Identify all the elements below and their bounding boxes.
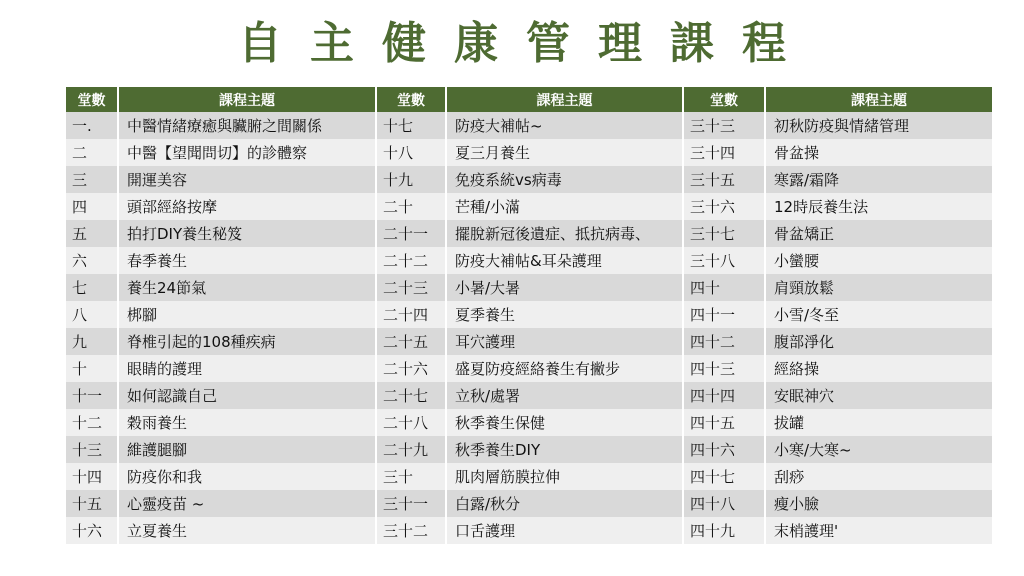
table-row: [66, 139, 992, 166]
column-header-topic: 課程主題: [118, 87, 376, 112]
session-cell: 十四: [66, 463, 118, 490]
topic-cell: 梆腳: [118, 301, 376, 328]
session-cell: 四十一: [683, 301, 765, 328]
session-cell: 四十: [683, 274, 765, 301]
table-body: [66, 112, 992, 544]
topic-cell: 防疫你和我: [118, 463, 376, 490]
session-cell: 四十六: [683, 436, 765, 463]
session-cell: 六: [66, 247, 118, 274]
topic-cell: 小蠻腰: [765, 247, 992, 274]
topic-cell: 芒種/小滿: [446, 193, 683, 220]
session-cell: 三十四: [683, 139, 765, 166]
table-row: [66, 355, 992, 382]
session-cell: 三十二: [376, 517, 446, 544]
column-header-session: 堂數: [66, 87, 118, 112]
topic-cell: 秋季養生保健: [446, 409, 683, 436]
session-cell: 二十二: [376, 247, 446, 274]
topic-cell: 安眠神穴: [765, 382, 992, 409]
topic-cell: 肌肉層筋膜拉伸: [446, 463, 683, 490]
column-header-session: 堂數: [683, 87, 765, 112]
session-cell: 三: [66, 166, 118, 193]
table-row: [66, 112, 992, 139]
topic-cell: 拔罐: [765, 409, 992, 436]
topic-cell: 立夏養生: [118, 517, 376, 544]
topic-cell: 盛夏防疫經絡養生有撇步: [446, 355, 683, 382]
session-cell: 三十三: [683, 112, 765, 139]
session-cell: 二十: [376, 193, 446, 220]
topic-cell: 中醫情緒療癒與臟腑之間關係: [118, 112, 376, 139]
session-cell: 二十七: [376, 382, 446, 409]
topic-cell: 春季養生: [118, 247, 376, 274]
session-cell: 七: [66, 274, 118, 301]
table-row: [66, 436, 992, 463]
topic-cell: 骨盆矯正: [765, 220, 992, 247]
table-row: [66, 166, 992, 193]
topic-cell: 立秋/處署: [446, 382, 683, 409]
topic-cell: 拍打DIY養生秘笈: [118, 220, 376, 247]
column-header-session: 堂數: [376, 87, 446, 112]
topic-cell: 小寒/大寒~: [765, 436, 992, 463]
topic-cell: 防疫大補帖&耳朵護理: [446, 247, 683, 274]
session-cell: 四十四: [683, 382, 765, 409]
session-cell: 十二: [66, 409, 118, 436]
topic-cell: 小暑/大暑: [446, 274, 683, 301]
topic-cell: 夏季養生: [446, 301, 683, 328]
topic-cell: 秋季養生DIY: [446, 436, 683, 463]
table-row: [66, 193, 992, 220]
table-row: [66, 463, 992, 490]
session-cell: 一.: [66, 112, 118, 139]
session-cell: 三十五: [683, 166, 765, 193]
table-header-row: [66, 87, 992, 112]
topic-cell: 口舌護理: [446, 517, 683, 544]
table-row: [66, 301, 992, 328]
column-header-topic: 課程主題: [446, 87, 683, 112]
session-cell: 三十一: [376, 490, 446, 517]
topic-cell: 穀雨養生: [118, 409, 376, 436]
table-row: [66, 247, 992, 274]
topic-cell: 刮痧: [765, 463, 992, 490]
topic-cell: 白露/秋分: [446, 490, 683, 517]
session-cell: 四十二: [683, 328, 765, 355]
session-cell: 十六: [66, 517, 118, 544]
session-cell: 十: [66, 355, 118, 382]
topic-cell: 末梢護理': [765, 517, 992, 544]
table-row: [66, 274, 992, 301]
topic-cell: 瘦小臉: [765, 490, 992, 517]
session-cell: 四十九: [683, 517, 765, 544]
topic-cell: 寒露/霜降: [765, 166, 992, 193]
session-cell: 十九: [376, 166, 446, 193]
topic-cell: 中醫【望聞問切】的診體察: [118, 139, 376, 166]
session-cell: 二十三: [376, 274, 446, 301]
session-cell: 二十五: [376, 328, 446, 355]
topic-cell: 如何認識自己: [118, 382, 376, 409]
session-cell: 八: [66, 301, 118, 328]
session-cell: 十五: [66, 490, 118, 517]
session-cell: 三十: [376, 463, 446, 490]
table-row: [66, 328, 992, 355]
session-cell: 二十四: [376, 301, 446, 328]
session-cell: 十一: [66, 382, 118, 409]
topic-cell: 擺脫新冠後遺症、抵抗病毒、: [446, 220, 683, 247]
table-row: [66, 220, 992, 247]
session-cell: 四十七: [683, 463, 765, 490]
session-cell: 二十一: [376, 220, 446, 247]
topic-cell: 夏三月養生: [446, 139, 683, 166]
table-row: [66, 409, 992, 436]
session-cell: 二: [66, 139, 118, 166]
topic-cell: 免疫系統vs病毒: [446, 166, 683, 193]
session-cell: 二十八: [376, 409, 446, 436]
topic-cell: 肩頸放鬆: [765, 274, 992, 301]
topic-cell: 腹部淨化: [765, 328, 992, 355]
session-cell: 五: [66, 220, 118, 247]
session-cell: 四: [66, 193, 118, 220]
session-cell: 三十七: [683, 220, 765, 247]
topic-cell: 脊椎引起的108種疾病: [118, 328, 376, 355]
session-cell: 四十五: [683, 409, 765, 436]
session-cell: 十三: [66, 436, 118, 463]
session-cell: 四十八: [683, 490, 765, 517]
topic-cell: 心靈疫苗 ~: [118, 490, 376, 517]
topic-cell: 頭部經絡按摩: [118, 193, 376, 220]
session-cell: 九: [66, 328, 118, 355]
course-schedule-table: [66, 87, 992, 544]
session-cell: 十七: [376, 112, 446, 139]
session-cell: 二十九: [376, 436, 446, 463]
table-row: [66, 382, 992, 409]
topic-cell: 經絡操: [765, 355, 992, 382]
topic-cell: 維護腿腳: [118, 436, 376, 463]
topic-cell: 開運美容: [118, 166, 376, 193]
table-row: [66, 517, 992, 544]
session-cell: 四十三: [683, 355, 765, 382]
topic-cell: 養生24節氣: [118, 274, 376, 301]
topic-cell: 防疫大補帖~: [446, 112, 683, 139]
topic-cell: 耳穴護理: [446, 328, 683, 355]
topic-cell: 初秋防疫與情緒管理: [765, 112, 992, 139]
session-cell: 十八: [376, 139, 446, 166]
topic-cell: 12時辰養生法: [765, 193, 992, 220]
topic-cell: 骨盆操: [765, 139, 992, 166]
session-cell: 二十六: [376, 355, 446, 382]
topic-cell: 眼睛的護理: [118, 355, 376, 382]
topic-cell: 小雪/冬至: [765, 301, 992, 328]
table-row: [66, 490, 992, 517]
column-header-topic: 課程主題: [765, 87, 992, 112]
session-cell: 三十六: [683, 193, 765, 220]
page-title: 自主健康管理課程: [238, 18, 814, 69]
session-cell: 三十八: [683, 247, 765, 274]
